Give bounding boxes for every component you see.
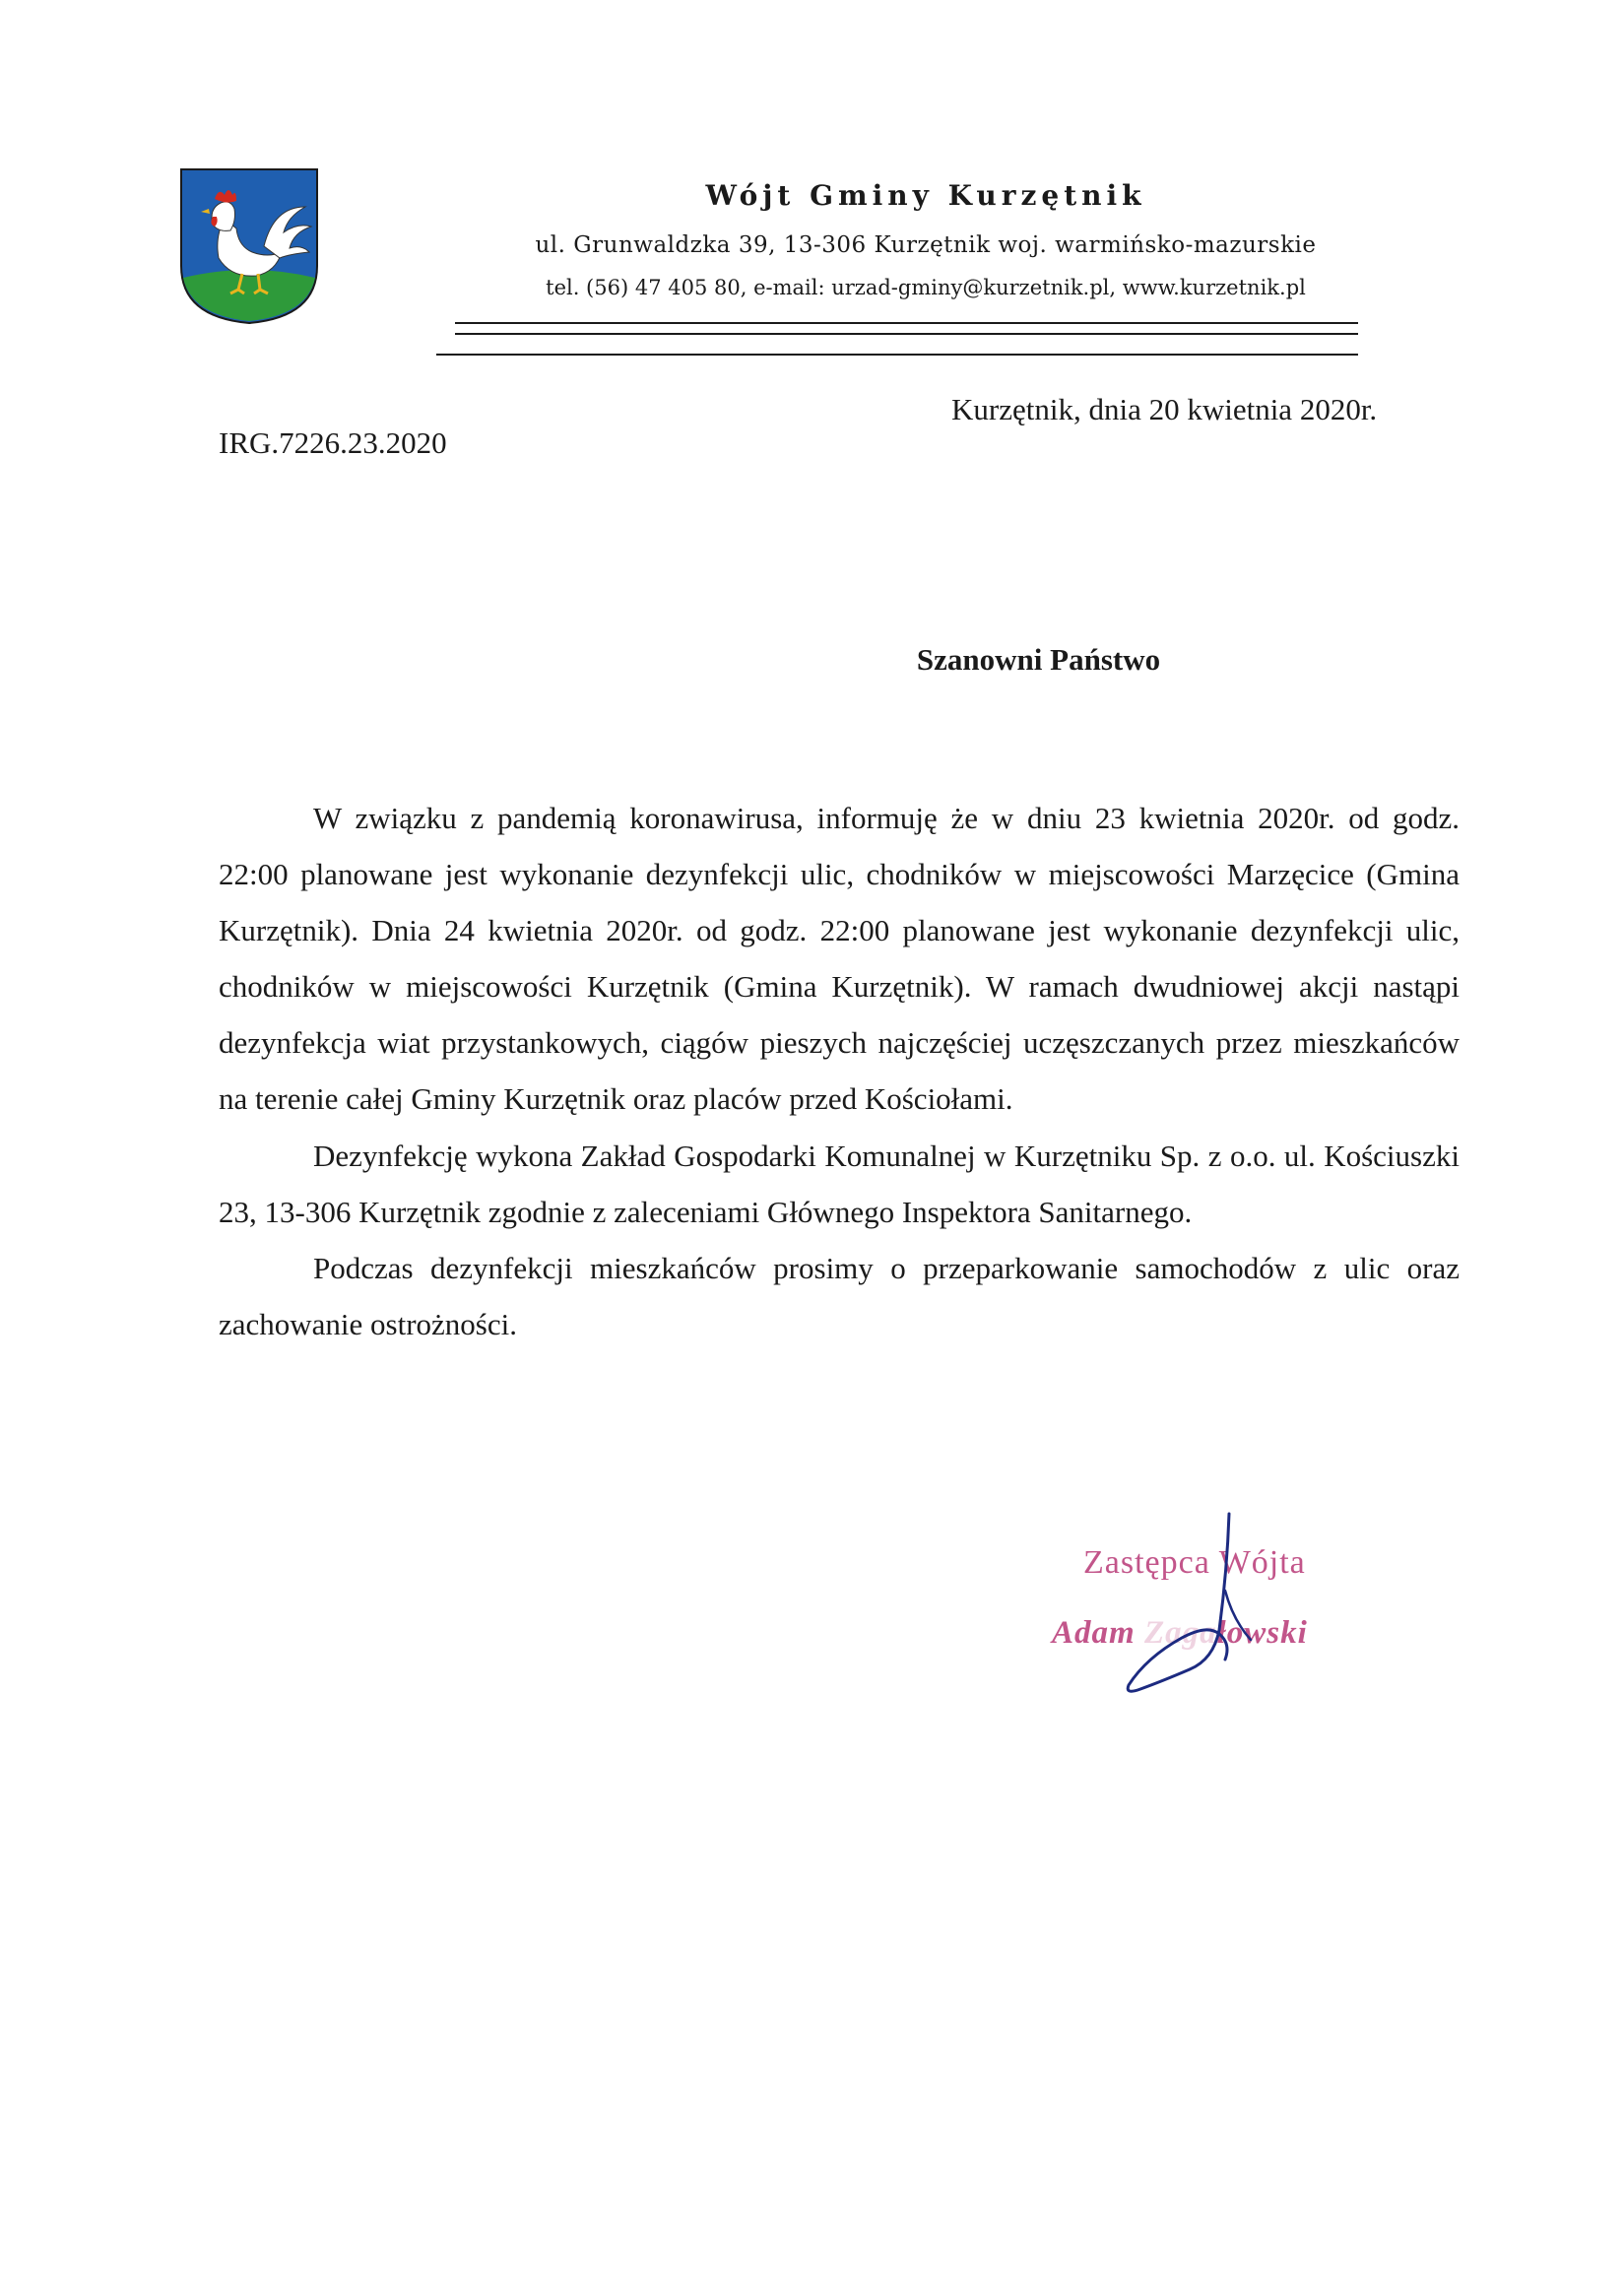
body-paragraph: W związku z pandemią koronawirusa, informuję że w dniu 23 kwietnia 2020r. od godz. 22:00 planowane jest wykonanie dezynfekcji ulic, chodników w miejscowości Marzęcice (Gmina Kurzętnik). Dnia 24 kwietnia 2020r. od godz. 22:00 planowane jest wykonanie dezynfekcji ulic, chodników w miejscowości Kurzętnik (Gmina Kurzętnik). W ramach dwudniowej akcji nastąpi dezynfekcja wiat przystankowych, ciągów pieszych najczęściej uczęszczanych przez mieszkańców na terenie całej Gminy Kurzętnik oraz placów przed Kościołami. xyxy=(219,801,1460,1117)
header-divider xyxy=(436,354,1358,356)
body-paragraph: Podczas dezynfekcji mieszkańców prosimy o przeparkowanie samochodów z ulic oraz zachowanie ostrożności. xyxy=(219,1250,1460,1341)
letter-body xyxy=(219,790,1460,1352)
place-and-date: Kurzętnik, dnia 20 kwietnia 2020r. xyxy=(951,392,1378,426)
salutation: Szanowni Państwo xyxy=(916,642,1161,677)
stamp-name-start: Adam xyxy=(1052,1615,1144,1651)
header-divider xyxy=(455,322,1358,324)
document-reference-number: IRG.7226.23.2020 xyxy=(219,425,447,460)
organization-contact: tel. (56) 47 405 80, e-mail: urzad-gminy@kurzetnik.pl, www.kurzetnik.pl xyxy=(546,276,1306,299)
organization-address: ul. Grunwaldzka 39, 13-306 Kurzętnik woj. warmińsko-mazurskie xyxy=(535,232,1317,258)
handwritten-signature-icon xyxy=(1103,1512,1261,1709)
stamp-name-faded: Zaga xyxy=(1143,1615,1217,1651)
header-divider xyxy=(455,333,1358,335)
rooster-coat-of-arms-icon xyxy=(179,167,319,325)
body-paragraph: Dezynfekcję wykona Zakład Gospodarki Komunalnej w Kurzętniku Sp. z o.o. ul. Kościuszki 23, 13-306 Kurzętnik zgodnie z zaleceniami Głównego Inspektora Sanitarnego. xyxy=(219,1138,1460,1229)
stamp-title: Zastępca Wójta xyxy=(1083,1544,1306,1581)
organization-title: Wójt Gminy Kurzętnik xyxy=(705,179,1146,212)
stamp-name-end: łowski xyxy=(1216,1615,1308,1651)
